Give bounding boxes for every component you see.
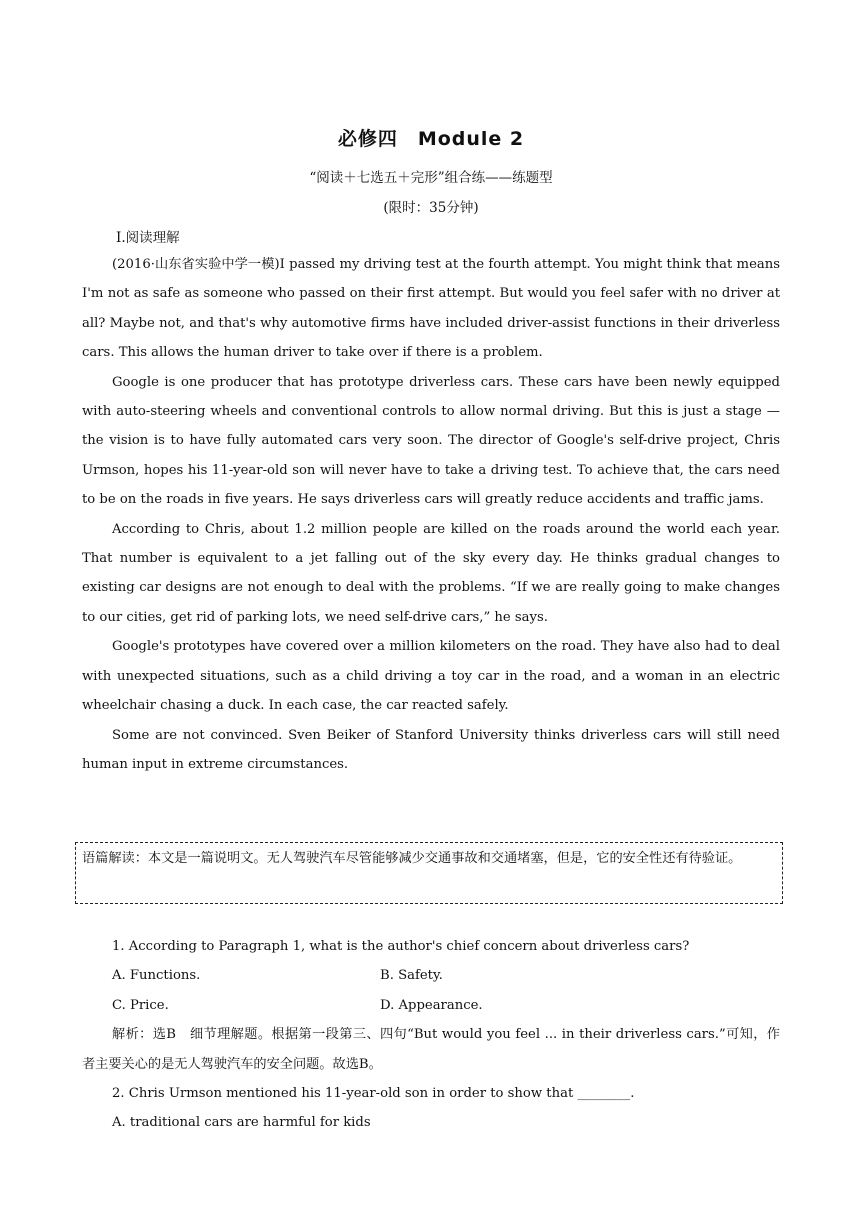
passage-paragraph-5: Some are not convinced. Sven Beiker of Stanford University thinks driverless cars will still need human input in extreme circumstances. bbox=[82, 727, 780, 772]
question-1 bbox=[82, 932, 780, 1138]
page-subtitle: “阅读＋七选五＋完形”组合练——练题型 bbox=[309, 170, 553, 186]
passage-paragraph-4: Google's prototypes have covered over a million kilometers on the road. They have also had to deal with unexpected situations, such as a child driving a toy car in the road, and a woman in an electric wheelchair chasing a duck. In each case, the car reacted safely. bbox=[82, 639, 780, 714]
passage-paragraph-3: According to Chris, about 1.2 million people are killed on the roads around the world each year. That number is equivalent to a jet falling out of the sky every day. He thinks gradual changes to existing car designs are not enough to deal with the problems. “If we are really going to make changes to our cities, get rid of parking lots, we need self-drive cars,” he says. bbox=[82, 521, 780, 625]
section-heading: Ⅰ.阅读理解 bbox=[116, 230, 180, 246]
question-1-option-c: C. Price. bbox=[112, 997, 169, 1013]
passage-paragraph-1: (2016·山东省实验中学一模)I passed my driving test at the fourth attempt. You might think that means I'm not as safe as someone who passed on their first attempt. But would you feel safer with no driver at all? Maybe not, and that's why automotive firms have included driver-assist functions in their driverless cars. This allows the human driver to take over if there is a problem. bbox=[82, 257, 780, 361]
question-1-option-d: D. Appearance. bbox=[380, 997, 483, 1013]
question-1-option-b: B. Safety. bbox=[380, 968, 443, 984]
passage-paragraph-2: Google is one producer that has prototype driverless cars. These cars have been newly equipped with auto-steering wheels and conventional controls to allow normal driving. But this is just a stage — the vision is to have fully automated cars very soon. The director of Google's self-drive project, Chris Urmson, hopes his 11-year-old son will never have to take a driving test. To achieve that, the cars need to be on the roads in five years. He says driverless cars will greatly reduce accidents and traffic jams. bbox=[82, 374, 780, 508]
question-2-option-a: A. traditional cars are harmful for kids bbox=[112, 1115, 371, 1131]
question-1-options-row-1 bbox=[82, 961, 780, 990]
question-1-stem: 1. According to Paragraph 1, what is the author's chief concern about driverless cars? bbox=[112, 939, 690, 954]
passage-summary-box: 语篇解读：本文是一篇说明文。无人驾驶汽车尽管能够减少交通事故和交通堵塞，但是，它的安全性还有待验证。 bbox=[75, 842, 783, 904]
question-1-analysis-text: 解析：选B 细节理解题。根据第一段第三、四句“But would you feel ... in their driverless cars.”可知，作者主要关心的是无人驾驶汽车的安全问题。故选B。 bbox=[82, 1027, 780, 1072]
question-2-stem: 2. Chris Urmson mentioned his 11-year-old son in order to show that ________. bbox=[112, 1086, 635, 1102]
question-1-options-row-2 bbox=[82, 991, 780, 1020]
reading-passage bbox=[82, 250, 780, 779]
question-1-option-a: A. Functions. bbox=[112, 968, 201, 984]
time-limit: (限时：35分钟) bbox=[383, 200, 479, 216]
page-title: 必修四 Module 2 bbox=[337, 128, 525, 150]
question-2-options-row-1 bbox=[82, 1108, 780, 1137]
question-1-analysis bbox=[82, 1020, 780, 1079]
